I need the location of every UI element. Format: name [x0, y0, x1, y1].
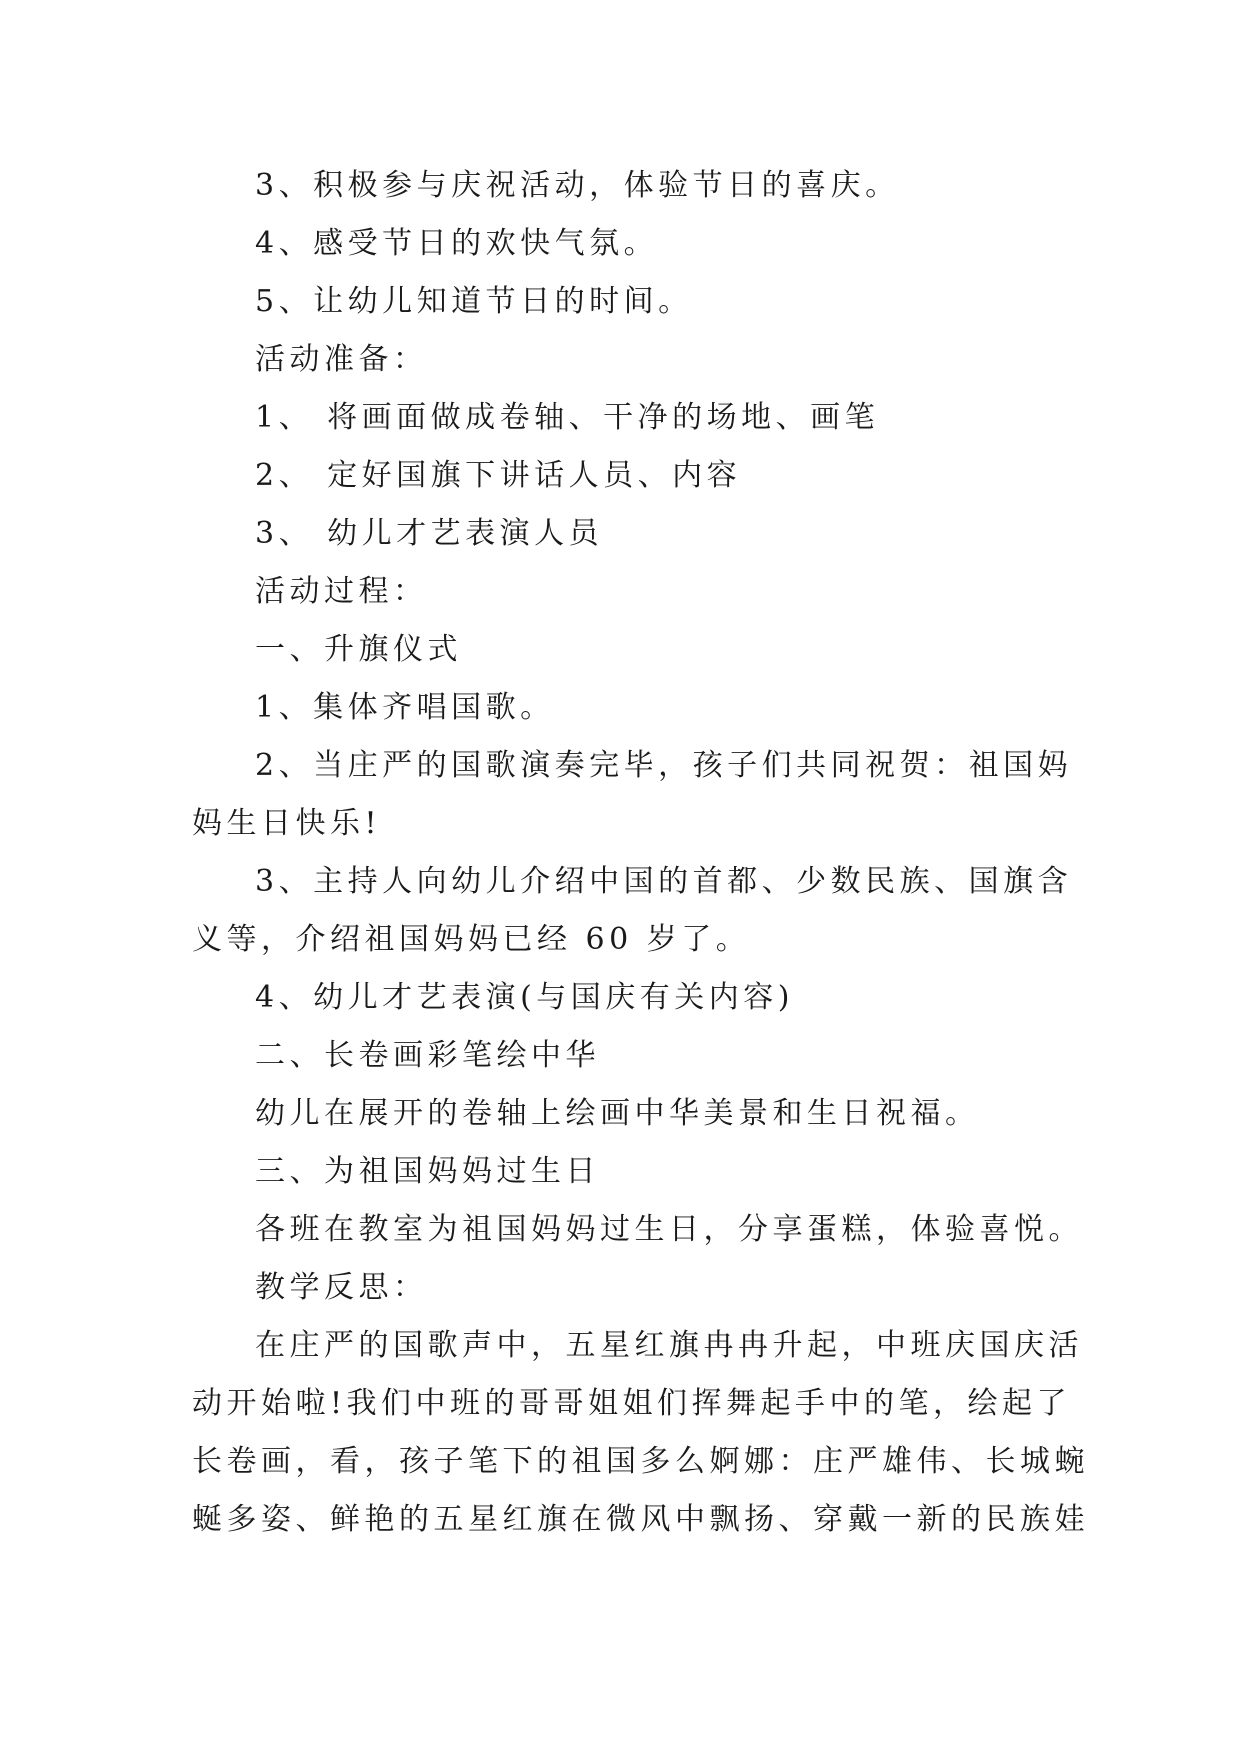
preparation-item-3: 3、 幼儿才艺表演人员 [255, 516, 604, 551]
preparation-item-2: 2、 定好国旗下讲话人员、内容 [255, 458, 742, 493]
section-heading-reflection: 教学反思： [255, 1270, 428, 1305]
objective-3: 3、积极参与庆祝活动，体验节日的喜庆。 [255, 168, 900, 203]
process-part-2-body: 幼儿在展开的卷轴上绘画中华美景和生日祝福。 [255, 1096, 980, 1131]
objective-5: 5、让幼儿知道节日的时间。 [255, 284, 693, 319]
reflection-line-4: 蜒多姿、鲜艳的五星红旗在微风中飘扬、穿戴一新的民族娃 [192, 1502, 1089, 1537]
objective-4: 4、感受节日的欢快气氛。 [255, 226, 659, 261]
process-step-2-line-2: 妈生日快乐! [192, 806, 382, 841]
reflection-line-2: 动开始啦!我们中班的哥哥姐姐们挥舞起手中的笔，绘起了 [192, 1386, 1072, 1421]
reflection-line-1: 在庄严的国歌声中，五星红旗冉冉升起，中班庆国庆活 [255, 1328, 1083, 1363]
section-heading-preparation: 活动准备： [255, 342, 428, 377]
process-step-3-line-1: 3、主持人向幼儿介绍中国的首都、少数民族、国旗含 [255, 864, 1073, 899]
process-part-3-heading: 三、为祖国妈妈过生日 [255, 1154, 600, 1189]
section-heading-process: 活动过程： [255, 574, 428, 609]
process-step-2-line-1: 2、当庄严的国歌演奏完毕，孩子们共同祝贺：祖国妈 [255, 748, 1073, 783]
reflection-line-3: 长卷画，看，孩子笔下的祖国多么婀娜：庄严雄伟、长城蜿 [192, 1444, 1089, 1479]
process-part-2-heading: 二、长卷画彩笔绘中华 [255, 1038, 600, 1073]
process-part-1-heading: 一、升旗仪式 [255, 632, 462, 667]
process-part-3-body: 各班在教室为祖国妈妈过生日，分享蛋糕，体验喜悦。 [255, 1212, 1083, 1247]
preparation-item-1: 1、 将画面做成卷轴、干净的场地、画笔 [255, 400, 880, 435]
process-step-3-line-2: 义等，介绍祖国妈妈已经 60 岁了。 [192, 922, 751, 957]
process-step-1: 1、集体齐唱国歌。 [255, 690, 555, 725]
process-step-4: 4、幼儿才艺表演(与国庆有关内容) [255, 980, 794, 1015]
